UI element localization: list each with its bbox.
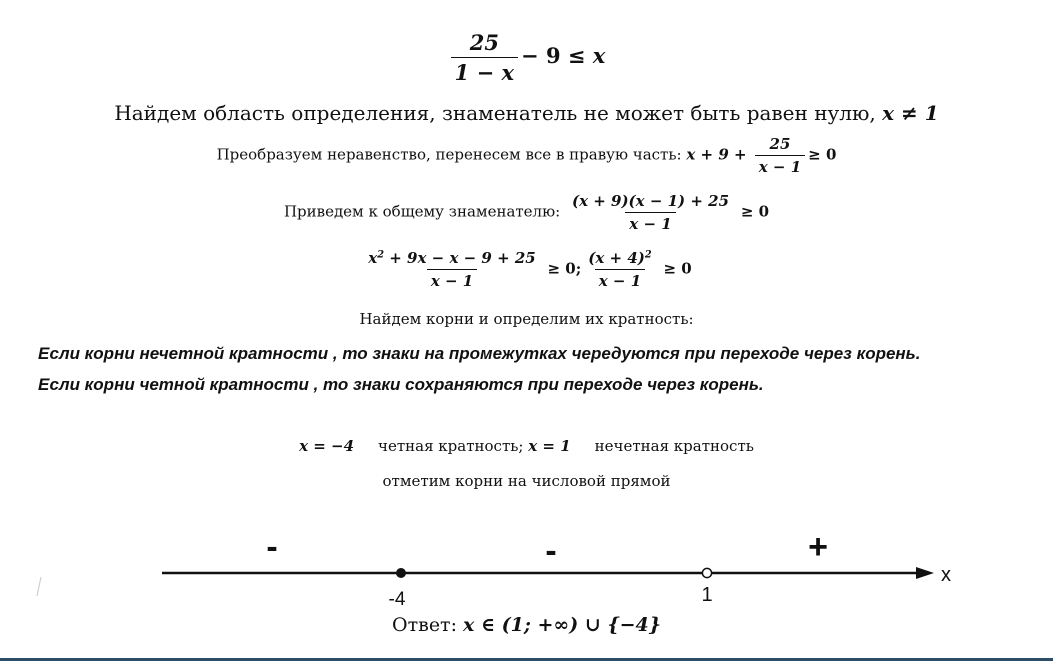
filled-point — [396, 568, 406, 578]
root-2-multiplicity: нечетная кратность — [594, 437, 754, 455]
answer-label: Ответ: — [392, 614, 464, 636]
roots-heading: Найдем корни и определим их кратность: — [359, 310, 694, 328]
title-inequality — [0, 30, 1053, 85]
title-denominator: 1 − x — [451, 57, 518, 85]
roots-line — [0, 437, 1053, 455]
expanded-rel-2: ≥ 0 — [663, 259, 692, 278]
rule-even-multiplicity: Если корни четной кратности , то знаки сохраняются при переходе через корень. — [38, 375, 764, 394]
expanded-num1-sup: 2 — [377, 249, 385, 261]
rule-odd-multiplicity: Если корни нечетной кратности , то знаки на промежутках чередуются при переходе через корень. — [38, 344, 921, 363]
domain-math: x ≠ 1 — [882, 101, 939, 125]
expanded-numerator-1 — [364, 249, 539, 269]
number-line — [0, 520, 1053, 620]
expanded-fraction-1 — [364, 249, 539, 290]
transform-line — [0, 135, 1053, 176]
expanded-denominator-2: x − 1 — [595, 269, 645, 290]
common-fraction — [568, 192, 733, 233]
common-rel: ≥ 0 — [740, 202, 770, 221]
sign-left: - — [266, 528, 278, 566]
transform-rel: ≥ 0 — [808, 145, 837, 164]
point-label-minus-4: -4 — [388, 589, 406, 610]
sign-middle: - — [545, 532, 557, 570]
expanded-num2-sup: 2 — [644, 249, 652, 261]
expanded-num2-a: (x + 4) — [588, 249, 645, 267]
axis-label: x — [941, 564, 951, 586]
common-text: Приведем к общему знаменателю: — [283, 202, 565, 221]
mark-roots-line: отметим корни на числовой прямой — [382, 472, 671, 490]
domain-line — [0, 101, 1053, 125]
answer-line — [0, 614, 1053, 636]
title-var: x — [592, 43, 606, 68]
stray-mark — [37, 577, 41, 596]
expanded-num1-a: x — [368, 249, 378, 267]
expanded-denominator-1: x − 1 — [427, 269, 477, 290]
root-2: x = 1 — [528, 437, 571, 455]
expanded-num1-b: + 9x − x − 9 + 25 — [384, 249, 536, 267]
root-1-multiplicity: четная кратность; — [378, 437, 524, 455]
expanded-fraction-2 — [584, 249, 655, 290]
number-line-arrow-icon — [916, 567, 934, 579]
common-numerator: (x + 9)(x − 1) + 25 — [571, 192, 730, 210]
expanded-rel-1: ≥ 0; — [547, 259, 582, 278]
point-label-1: 1 — [701, 584, 713, 606]
common-denominator: x − 1 — [625, 212, 675, 233]
root-1: x = −4 — [299, 437, 355, 455]
title-numerator: 25 — [469, 30, 499, 55]
transform-numerator: 25 — [769, 135, 791, 153]
sign-right: + — [808, 528, 828, 566]
common-denominator-line — [0, 192, 1053, 233]
title-rest: − 9 ≤ — [521, 43, 593, 68]
domain-text: Найдем область определения, знаменатель не может быть равен нулю, — [114, 101, 883, 125]
title-fraction — [451, 30, 518, 85]
transform-math-left: x + 9 + — [686, 145, 752, 164]
transform-fraction — [755, 135, 805, 176]
transform-text: Преобразуем неравенство, перенесем все в правую часть: — [216, 145, 687, 164]
expanded-numerator-2 — [584, 249, 655, 269]
expanded-line — [0, 249, 1053, 290]
answer-math: x ∈ (1; +∞) ∪ {−4} — [463, 614, 661, 636]
open-point — [702, 568, 711, 577]
transform-denominator: x − 1 — [755, 155, 805, 176]
